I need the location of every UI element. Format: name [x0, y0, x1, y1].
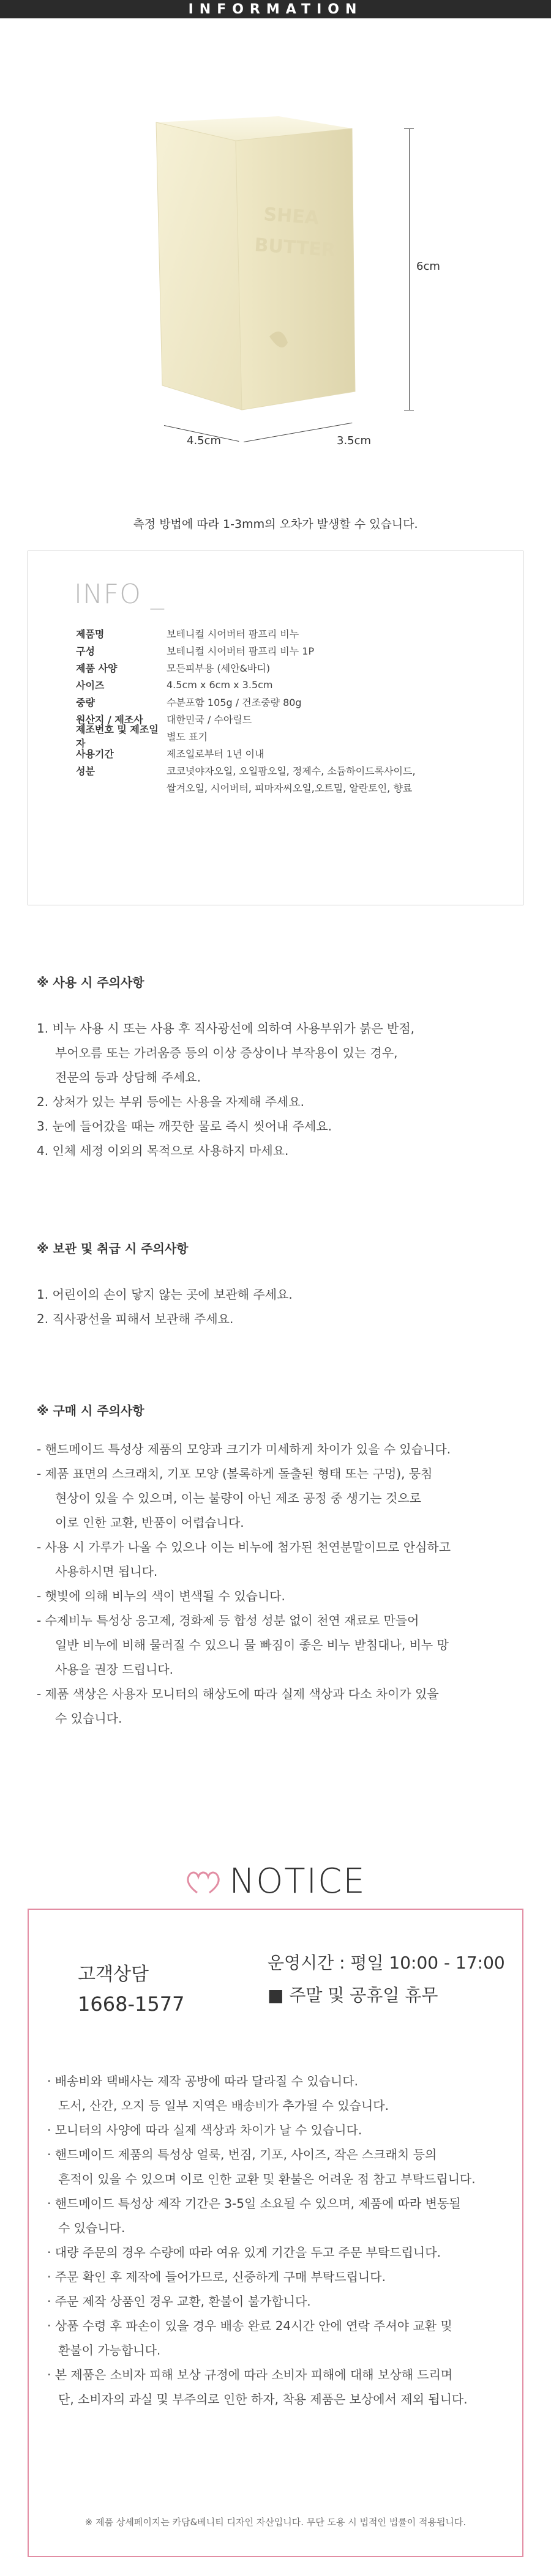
info-value: 코코넛야자오일, 오일팜오일, 정제수, 소듐하이드록사이드,: [167, 765, 416, 777]
info-label: 제품명: [76, 628, 105, 640]
header-bar: [0, 0, 551, 18]
info-value: 제조일로부터 1년 이내: [167, 748, 264, 760]
purchase-item: 사용하시면 됩니다.: [55, 1564, 158, 1579]
purchase-item: - 수제비누 특성상 응고제, 경화제 등 합성 성분 없이 천연 재료로 만들어: [37, 1613, 419, 1628]
info-value: 4.5cm x 6cm x 3.5cm: [167, 678, 273, 691]
storage-title: ※ 보관 및 취급 시 주의사항: [37, 1241, 189, 1256]
purchase-item: - 사용 시 가루가 나올 수 있으나 이는 비누에 첨가된 천연분말이므로 안심하고: [37, 1540, 451, 1554]
info-label: 원산지 / 제조사: [76, 713, 143, 726]
height-label: 6cm: [416, 260, 440, 273]
notice-card: [28, 1909, 523, 2557]
info-box: [28, 551, 523, 905]
notice-item: · 주문 제작 상품인 경우 교환, 환불이 불가합니다.: [47, 2294, 311, 2309]
purchase-item: - 제품 색상은 사용자 모니터의 해상도에 따라 실제 색상과 다소 차이가 있을: [37, 1687, 439, 1701]
purchase-item: - 제품 표면의 스크래치, 기포 모양 (볼록하게 돌출된 형태 또는 구멍), 뭉침: [37, 1466, 433, 1481]
info-row: [76, 779, 504, 796]
storage-list: [37, 1282, 527, 1331]
height-dimension-line: [409, 128, 410, 410]
notice-item: · 대량 주문의 경우 수량에 따라 여유 있게 기간을 두고 주문 부탁드립니다.: [47, 2245, 441, 2260]
notice-item: · 상품 수령 후 파손이 있을 경우 배송 완료 24시간 안에 연락 주셔야 교환 및: [47, 2318, 452, 2333]
info-label: 제품 사양: [76, 662, 118, 674]
storage-section: [37, 1239, 527, 1331]
usage-item: 2. 상처가 있는 부위 등에는 사용을 자제해 주세요.: [37, 1094, 305, 1109]
info-label: 성분: [76, 765, 95, 777]
info-row: [76, 676, 504, 693]
info-table: [76, 625, 504, 796]
notice-item: · 주문 확인 후 제작에 들어가므로, 신중하게 구매 부탁드립니다.: [47, 2270, 386, 2284]
info-row: [76, 625, 504, 642]
notice-item: 환불이 가능합니다.: [58, 2343, 161, 2358]
purchase-item: 현상이 있을 수 있으며, 이는 불량이 아닌 제조 공정 중 생기는 것으로: [55, 1491, 421, 1505]
soap-emboss-text-2: BUTTER: [253, 234, 336, 262]
purchase-title: ※ 구매 시 주의사항: [37, 1403, 144, 1418]
usage-section: [37, 973, 527, 1163]
notice-item: 도서, 산간, 오지 등 일부 지역은 배송비가 추가될 수 있습니다.: [58, 2098, 389, 2113]
info-value: 별도 표기: [167, 730, 208, 743]
purchase-item: - 햇빛에 의해 비누의 색이 변색될 수 있습니다.: [37, 1589, 285, 1603]
storage-item: 1. 어린이의 손이 닿지 않는 곳에 보관해 주세요.: [37, 1287, 293, 1302]
info-row: [76, 724, 504, 749]
info-label: 사용기간: [76, 748, 114, 760]
usage-item: 3. 눈에 들어갔을 때는 깨끗한 물로 즉시 씻어내 주세요.: [37, 1119, 332, 1134]
info-label: 사이즈: [76, 679, 105, 691]
notice-item: 수 있습니다.: [58, 2221, 126, 2235]
usage-item: 4. 인체 세정 이외의 목적으로 사용하지 마세요.: [37, 1143, 289, 1158]
purchase-item: 수 있습니다.: [55, 1711, 122, 1726]
notice-title: NOTICE: [229, 1861, 366, 1901]
info-value: 대한민국 / 수아릴드: [167, 713, 252, 726]
info-label: 제조번호 및 제조일자: [76, 724, 159, 749]
soap-emboss-text-1: SHEA: [263, 204, 320, 229]
notice-item: 흔적이 있을 수 있으며 이로 인한 교환 및 환불은 어려운 점 참고 부탁드립니다.: [58, 2172, 476, 2186]
notice-header: [0, 1860, 551, 1902]
measurement-note: 측정 방법에 따라 1-3mm의 오차가 발생할 수 있습니다.: [133, 518, 418, 531]
double-heart-icon: [185, 1866, 223, 1896]
info-value: 쌀겨오일, 시어버터, 피마자씨오일,오트밀, 알란토인, 향료: [167, 782, 413, 794]
notice-item: · 모니터의 사양에 따라 실제 색상과 차이가 날 수 있습니다.: [47, 2123, 362, 2137]
purchase-section: [37, 1401, 527, 1731]
usage-item: 부어오름 또는 가려움증 등의 이상 증상이나 부작용이 있는 경우,: [55, 1045, 398, 1060]
purchase-item: 사용을 권장 드립니다.: [55, 1662, 173, 1677]
operating-hours: 운영시간 : 평일 10:00 - 17:00: [268, 1953, 505, 1973]
info-label: 중량: [76, 696, 95, 708]
copyright-note: ※ 제품 상세페이지는 카담&베니티 디자인 자산입니다. 무단 도용 시 법적인 법률이 적용됩니다.: [84, 2517, 467, 2528]
notice-item: · 핸드메이드 제품의 특성상 얼룩, 번짐, 기포, 사이즈, 작은 스크래치 등의: [47, 2147, 437, 2162]
info-value: 수분포함 105g / 건조중량 80g: [167, 696, 302, 708]
purchase-list: [37, 1437, 527, 1731]
info-row: [76, 659, 504, 676]
info-row: [76, 744, 504, 762]
height-dimension-cap-top: [404, 128, 414, 129]
usage-list: [37, 1016, 527, 1163]
notice-item: · 본 제품은 소비자 피해 보상 규정에 따라 소비자 피해에 대해 보상해 드리며: [47, 2367, 453, 2382]
notice-item: · 핸드메이드 특성상 제작 기간은 3-5일 소요될 수 있으며, 제품에 따라 변동될: [47, 2196, 461, 2211]
storage-item: 2. 직사광선을 피해서 보관해 주세요.: [37, 1312, 234, 1326]
usage-item: 1. 비누 사용 시 또는 사용 후 직사광선에 의하여 사용부위가 붉은 반점,: [37, 1021, 415, 1036]
info-row: [76, 693, 504, 710]
info-value: 모든피부용 (세안&바디): [167, 662, 271, 674]
usage-item: 전문의 등과 상담해 주세요.: [55, 1070, 201, 1085]
info-value: 보테니컬 시어버터 팜프리 비누 1P: [167, 645, 315, 657]
notice-logo: [185, 1861, 365, 1901]
width-label: 4.5cm: [187, 434, 222, 447]
notice-item: · 배송비와 택배사는 제작 공방에 따라 달라질 수 있습니다.: [47, 2074, 358, 2088]
holiday-notice: ■ 주말 및 공휴일 휴무: [268, 1985, 438, 2005]
info-row: [76, 762, 504, 779]
customer-service-label: 고객상담: [78, 1964, 149, 1985]
info-row: [76, 642, 504, 659]
soap-image: [150, 116, 401, 422]
notice-list: [47, 2069, 512, 2411]
depth-label: 3.5cm: [337, 434, 372, 447]
purchase-item: 이로 인한 교환, 반품이 어렵습니다.: [55, 1515, 244, 1530]
purchase-item: - 핸드메이드 특성상 제품의 모양과 크기가 미세하게 차이가 있을 수 있습니다.: [37, 1442, 451, 1457]
header-title: INFORMATION: [188, 1, 363, 17]
product-image-area: [0, 86, 551, 465]
customer-service-phone: 1668-1577: [78, 1992, 185, 2016]
depth-dimension-line: [244, 423, 352, 442]
purchase-item: 일반 비누에 비해 물러질 수 있으니 물 빠짐이 좋은 비누 받침대나, 비누 망: [55, 1638, 449, 1652]
info-title: INFO _: [74, 579, 165, 610]
info-value: 보테니컬 시어버터 팜프리 비누: [167, 628, 299, 640]
notice-item: 단, 소비자의 과실 및 부주의로 인한 하자, 착용 제품은 보상에서 제외 됩니다.: [58, 2392, 468, 2407]
info-label: 구성: [76, 645, 95, 657]
usage-title: ※ 사용 시 주의사항: [37, 975, 144, 990]
